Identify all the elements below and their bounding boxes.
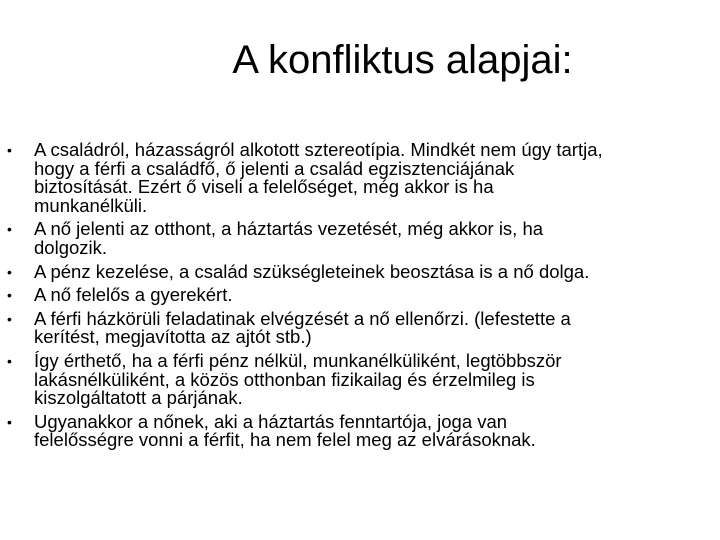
bullet-text-line: A nő felelős a gyerekért. <box>34 284 233 306</box>
bullet-item <box>7 349 718 409</box>
bullet-text-line: A pénz kezelése, a család szükségleteinek beosztása is a nő dolga. <box>34 260 590 282</box>
bullet-dot-icon: • <box>7 352 12 369</box>
bullet-text-line: Így érthető, ha a férfi pénz nélkül, munkanélküliként, legtöbbször <box>34 349 562 371</box>
slide-title: A konfliktus alapjai: <box>232 38 573 82</box>
bullet-dot-icon: • <box>7 221 12 238</box>
bullet-item <box>7 139 718 216</box>
bullet-text-line: kiszolgáltatott a párjának. <box>34 387 243 409</box>
bullet-text-line: A nő jelenti az otthont, a háztartás vezetését, még akkor is, ha <box>34 218 544 240</box>
bullet-dot-icon: • <box>7 310 12 327</box>
bullet-text-line: Ugyanakkor a nőnek, aki a háztartás fenntartója, joga van <box>34 410 508 432</box>
bullet-dot-icon: • <box>7 142 12 158</box>
bullet-dot-icon: • <box>7 413 12 430</box>
bullet-item <box>7 410 718 451</box>
bullet-dot-icon: • <box>7 287 12 304</box>
bullet-text-line: kerítést, megjavította az ajtót stb.) <box>34 326 312 348</box>
bullet-text-line: munkanélküli. <box>34 194 148 216</box>
bullet-item <box>7 260 718 282</box>
bullet-text-line: felelősségre vonni a férfit, ha nem felel meg az elvárásoknak. <box>34 429 536 451</box>
bullet-text-line: lakásnélküliként, a közös otthonban fizikailag és érzelmileg is <box>34 368 535 390</box>
bullet-text-line: A családról, házasságról alkotott sztereotípia. Mindkét nem úgy tartja, <box>34 139 603 160</box>
bullet-text-line: hogy a férfi a családfő, ő jelenti a család egzisztenciájának <box>34 157 515 179</box>
bullet-text-line: biztosítását. Ezért ő viseli a felelőséget, még akkor is ha <box>34 176 494 198</box>
bullet-item <box>7 284 718 306</box>
bullet-dot-icon: • <box>7 263 12 280</box>
bullet-item <box>7 307 718 348</box>
bullet-item <box>7 218 718 258</box>
bullet-list <box>7 139 718 451</box>
bullet-text-line: A férfi házkörüli feladatinak elvégzését a nő ellenőrzi. (lefestette a <box>34 307 571 329</box>
bullet-text-line: dolgozik. <box>34 236 108 258</box>
